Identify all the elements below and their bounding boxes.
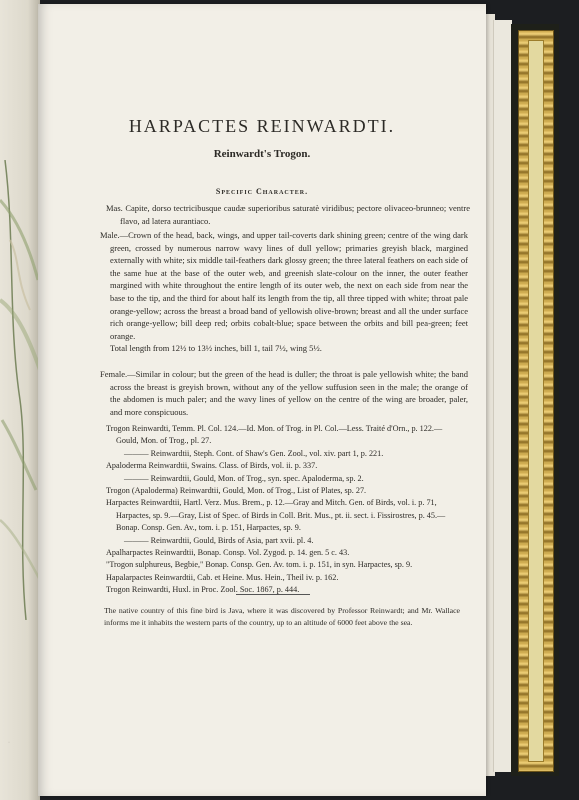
reference-entry: Hapalarpactes Reinwardtii, Cab. et Heine. Mus. Hein., Theil iv. p. 162. <box>106 572 339 582</box>
reference-entry: ——— Reinwardtii, Gould, Mon. of Trog., syn. spec. Apaloderma, sp. 2. <box>124 473 364 483</box>
book-page <box>38 4 486 796</box>
page-title: HARPACTES REINWARDTI. <box>128 116 396 136</box>
synonymy-references <box>106 423 458 597</box>
reference-entry: "Trogon sulphureus, Begbie," Bonap. Consp. Gen. Av. tom. i. p. 151, in syn. Harpactes, sp. 9. <box>106 560 413 570</box>
reference-entry: Trogon (Apaloderma) Reinwardtii, Gould, Mon. of Trog., List of Plates, sp. 27. <box>106 486 367 496</box>
page-mark: · <box>8 740 10 746</box>
reference-entry: Trogon Reinwardti, Temm. Pl. Col. 124.—Id. Mon. of Trog. in Pl. Col.—Less. Traité d'Orn., p. 122.—Gould, Mon. of Trog., pl. 27. <box>106 424 443 446</box>
section-heading: Specific Character. <box>215 187 309 196</box>
facing-page <box>0 0 40 800</box>
reference-entry: ——— Reinwardtii, Steph. Cont. of Shaw's Gen. Zool., vol. xiv. part 1, p. 221. <box>124 448 384 458</box>
male-description <box>100 229 468 355</box>
reference-entry: Harpactes Reinwardtii, Hartl. Verz. Mus. Brem., p. 12.—Gray and Mitch. Gen. of Birds, vol. i. p. 71, Harpactes, sp. 9.—Gray, List of Spec. of Birds in Coll. Brit. Mus., pt. ii. sect. i. Fissirostres, p. 45.—Bonap. Consp. Gen. Av., tom. i. p. 151, Harpactes, sp. 9. <box>106 498 446 533</box>
male-measurements: Total length from 12½ to 13½ inches, bill 1, tail 7½, wing 5½. <box>110 343 322 354</box>
male-text: Male.—Crown of the head, back, wings, and upper tail-coverts dark shining green; centre of the wing dark green, crossed by numerous narrow wavy lines of dull yellow; primaries greyish black, margined externally with white; six middle tail-feathers dark glossy green; the three lateral feathers on each side of the same hue at the base of the outer web, and greenish slate-colour on the inner, the outer feather margined with white throughout the entire length of its outer web, the next on each side from near the base to the tip, and the third for about half its length from the tip, all three tipped with white; throat pale orange-yellow; across the breast a broad band of yellowish olive-brown; breast and all the under surface rich orange-yellow; bill deep red; orbits cobalt-blue; space between the orbits and bill pea-green; feet orange. <box>100 230 468 341</box>
reference-entry: Trogon Reinwardti, Huxl. in Proc. Zool. Soc. 1867, p. 444. <box>106 585 300 595</box>
reference-entry: Apalharpactes Reinwardtii, Bonap. Consp. Vol. Zygod. p. 14. gen. 5 c. 43. <box>106 548 350 558</box>
female-description: Female.—Similar in colour; but the green of the head is duller; the throat is pale yellowish white; the band across the breast is greyish brown, without any of the yellow suffusion seen in the male; the orange of the abdomen is much paler; and the wavy lines of yellow on the centre of the wing are broader, paler, and more conspicuous. <box>100 369 468 417</box>
latin-diagnosis: Mas. Capite, dorso tectricibusque caudæ superioribus saturatè viridibus; pectore olivaceo-brunneo; ventre flavo, ad latera aurantiaco. <box>106 203 470 226</box>
page-subtitle: Reinwardt's Trogon. <box>213 148 311 160</box>
distribution-note: The native country of this fine bird is Java, where it was discovered by Professor Reinwardt; and Mr. Wallace informs me it inhabits the western parts of the country, up to an altitude of 6000 feet above the sea. <box>104 606 460 627</box>
reference-entry: ——— Reinwardtii, Gould, Birds of Asia, part xvii. pl. 4. <box>124 535 314 545</box>
divider-rule <box>236 594 310 595</box>
page-edge <box>493 20 512 772</box>
reference-entry: Apaloderma Reinwardtii, Swains. Class. of Birds, vol. ii. p. 337. <box>106 461 318 471</box>
gilt-inner-panel <box>528 40 544 762</box>
botanical-illustration <box>0 160 40 620</box>
